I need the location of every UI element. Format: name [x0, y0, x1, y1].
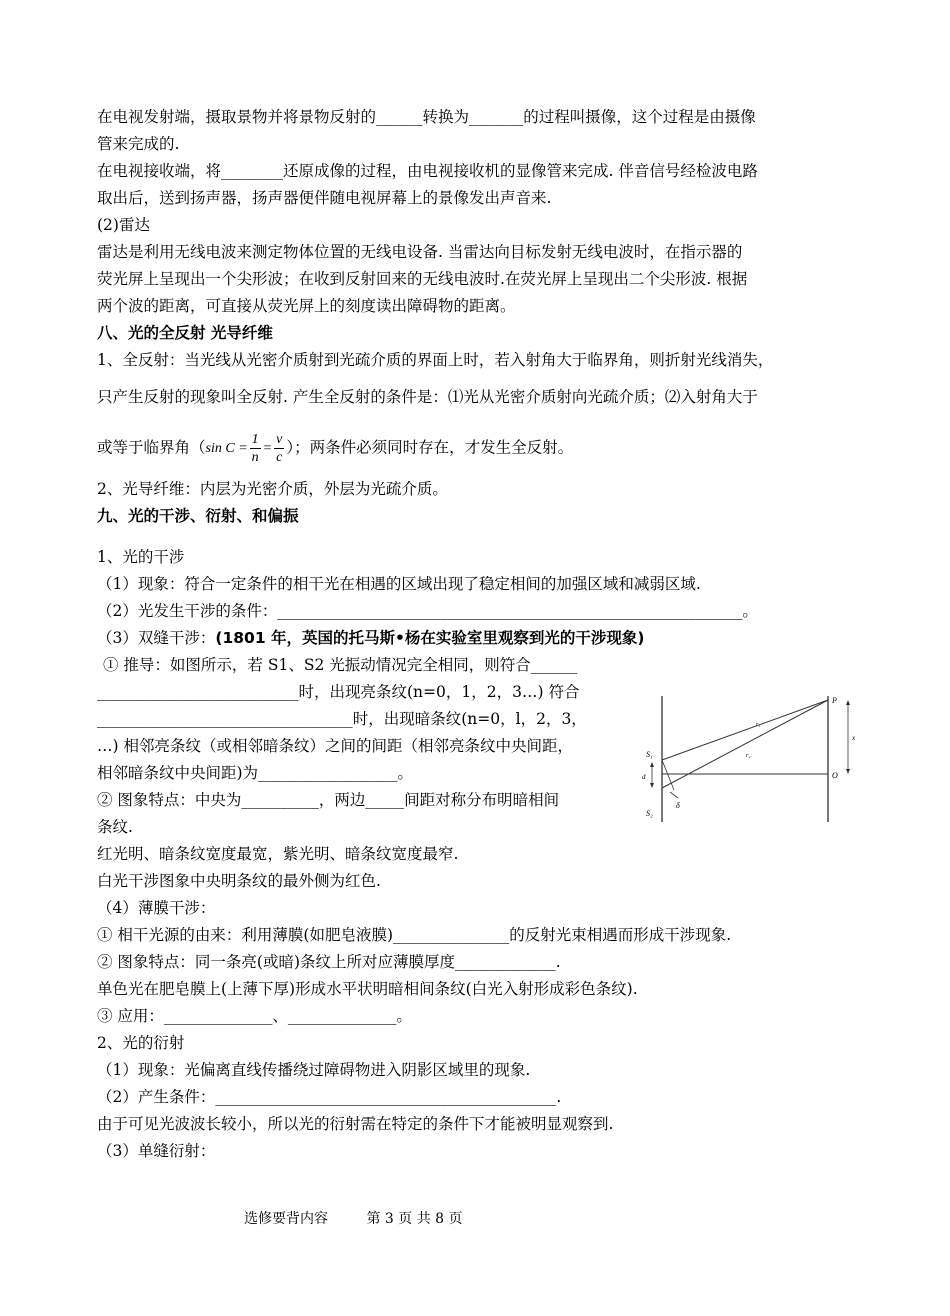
label-O: O	[832, 771, 838, 780]
formula-suffix: ）；两条件必须同时存在，才发生全反射。	[286, 438, 574, 457]
text-line: 白光干涉图象中央明条纹的最外侧为红色.	[97, 872, 381, 890]
text-line: 2、光的衍射	[97, 1034, 185, 1052]
text-line: 1、全反射：当光线从光密介质射到光疏介质的界面上时，若入射角大于临界角，则折射光线消失，	[97, 351, 774, 369]
text-line: ② 图象特点：中央为__________，两边_____间距对称分布明暗相间	[97, 791, 560, 809]
footer-title: 选修要背内容	[244, 1211, 328, 1227]
page-footer	[244, 1208, 497, 1228]
text-line: ② 图象特点：同一条亮(或暗)条纹上所对应薄膜厚度_____________.	[97, 953, 561, 971]
young-experiment-note: (1801 年，英国的托马斯•杨在实验室里观察到光的干涉现象)	[215, 629, 645, 647]
label-r1: r₁	[756, 722, 761, 728]
text-line: 1、光的干涉	[97, 548, 185, 566]
label-d: d	[642, 773, 646, 781]
text-line: （3）双缝干涉：(1801 年，英国的托马斯•杨在实验室里观察到光的干涉现象)	[97, 629, 645, 647]
text-line: 管来完成的.	[97, 135, 180, 153]
text-line: 雷达是利用无线电波来测定物体位置的无线电设备. 当雷达向目标发射无线电波时，在指示器的	[97, 243, 743, 261]
label-delta: δ	[676, 801, 680, 810]
text-line: （1）现象：光偏离直线传播绕过障碍物进入阴影区域里的现象.	[97, 1061, 531, 1079]
text-line: （2）光发生干涉的条件：____________________________________________________________。	[97, 602, 758, 620]
text-line: 在电视接收端，将________还原成像的过程，由电视接收机的显像管来完成. 伴音信号经检波电路	[97, 162, 758, 180]
formula-prefix: 或等于临界角（	[97, 438, 206, 457]
ray-r1	[662, 700, 828, 760]
text-line: __________________________时，出现亮条纹(n=0，1，2，3…) 符合	[97, 683, 580, 701]
perpendicular-line	[662, 760, 674, 790]
text-line: （3）单缝衍射：	[97, 1142, 216, 1160]
label-S2: S₂	[646, 809, 653, 818]
formula-lhs: sin C =	[205, 441, 248, 456]
label-r2: r₂	[746, 753, 751, 759]
text-line: 取出后，送到扬声器，扬声器便伴随电视屏幕上的景像发出声音来.	[97, 189, 552, 207]
fraction-v-over-c: $\frac{v}{c}$	[276, 432, 283, 465]
text-line: (2)雷达	[97, 216, 150, 234]
text-line: 两个波的距离，可直接从荧光屏上的刻度读出障碍物的距离。	[97, 297, 516, 315]
text-line: 在电视发射端，摄取景物并将景物反射的______转换为_______的过程叫摄像，这个过程是由摄像	[97, 108, 756, 126]
text-line: （2）产生条件：____________________________________________.	[97, 1088, 562, 1106]
text-line: ① 推导：如图所示，若 S1、S2 光振动情况完全相同，则符合______	[103, 656, 578, 674]
delta-arrow	[670, 792, 678, 798]
double-slit-diagram	[640, 694, 862, 822]
text-line: 红光明、暗条纹宽度最宽，紫光明、暗条纹宽度最窄.	[97, 845, 459, 863]
section-heading-8: 八、光的全反射 光导纤维	[97, 324, 273, 342]
section-heading-9: 九、光的干涉、衍射、和偏振	[97, 507, 299, 525]
text-line: 单色光在肥皂膜上(上薄下厚)形成水平状明暗相间条纹(白光入射形成彩色条纹).	[97, 980, 638, 998]
text-line: 荧光屏上呈现出一个尖形波；在收到反射回来的无线电波时.在荧光屏上呈现出二个尖形波. 根据	[97, 270, 748, 288]
formula-line	[97, 431, 857, 466]
text-line: 条纹.	[97, 818, 133, 836]
footer-page-number: 第 3 页 共 8 页	[366, 1211, 463, 1227]
label-S1: S₁	[646, 750, 653, 759]
text-line: …) 相邻亮条纹（或相邻暗条纹）之间的间距（相邻亮条纹中央间距，	[97, 737, 573, 755]
text-line: _________________________________时，出现暗条纹(n=0，l，2，3，	[97, 710, 587, 728]
critical-angle-formula: sin C = $\frac{1}{n}$ = $\frac{v}{c}$	[205, 432, 283, 465]
text-line: 相邻暗条纹中央间距)为__________________。	[97, 764, 414, 782]
text-line: （4）薄膜干涉：	[97, 899, 216, 917]
document-body	[97, 104, 857, 1165]
text-line: 只产生反射的现象叫全反射. 产生全反射的条件是：⑴光从光密介质射向光疏介质；⑵入射角大于	[97, 388, 758, 406]
label-P: P	[832, 696, 837, 705]
fraction-1-over-n: $\frac{1}{n}$	[251, 432, 259, 465]
text-line: 由于可见光波波长较小，所以光的衍射需在特定的条件下才能被明显观察到.	[97, 1115, 614, 1133]
text-line: 2、光导纤维：内层为光密介质，外层为光疏介质。	[97, 480, 448, 498]
text-line: ① 相干光源的由来：利用薄膜(如肥皂液膜)_______________的反射光束相遇而形成干涉现象.	[97, 926, 732, 944]
ray-r2	[662, 700, 828, 788]
label-x: x	[852, 734, 856, 742]
text-line: （1）现象：符合一定条件的相干光在相遇的区域出现了稳定相间的加强区域和减弱区域.	[97, 575, 701, 593]
text-line: ③ 应用：______________、______________。	[97, 1007, 412, 1025]
